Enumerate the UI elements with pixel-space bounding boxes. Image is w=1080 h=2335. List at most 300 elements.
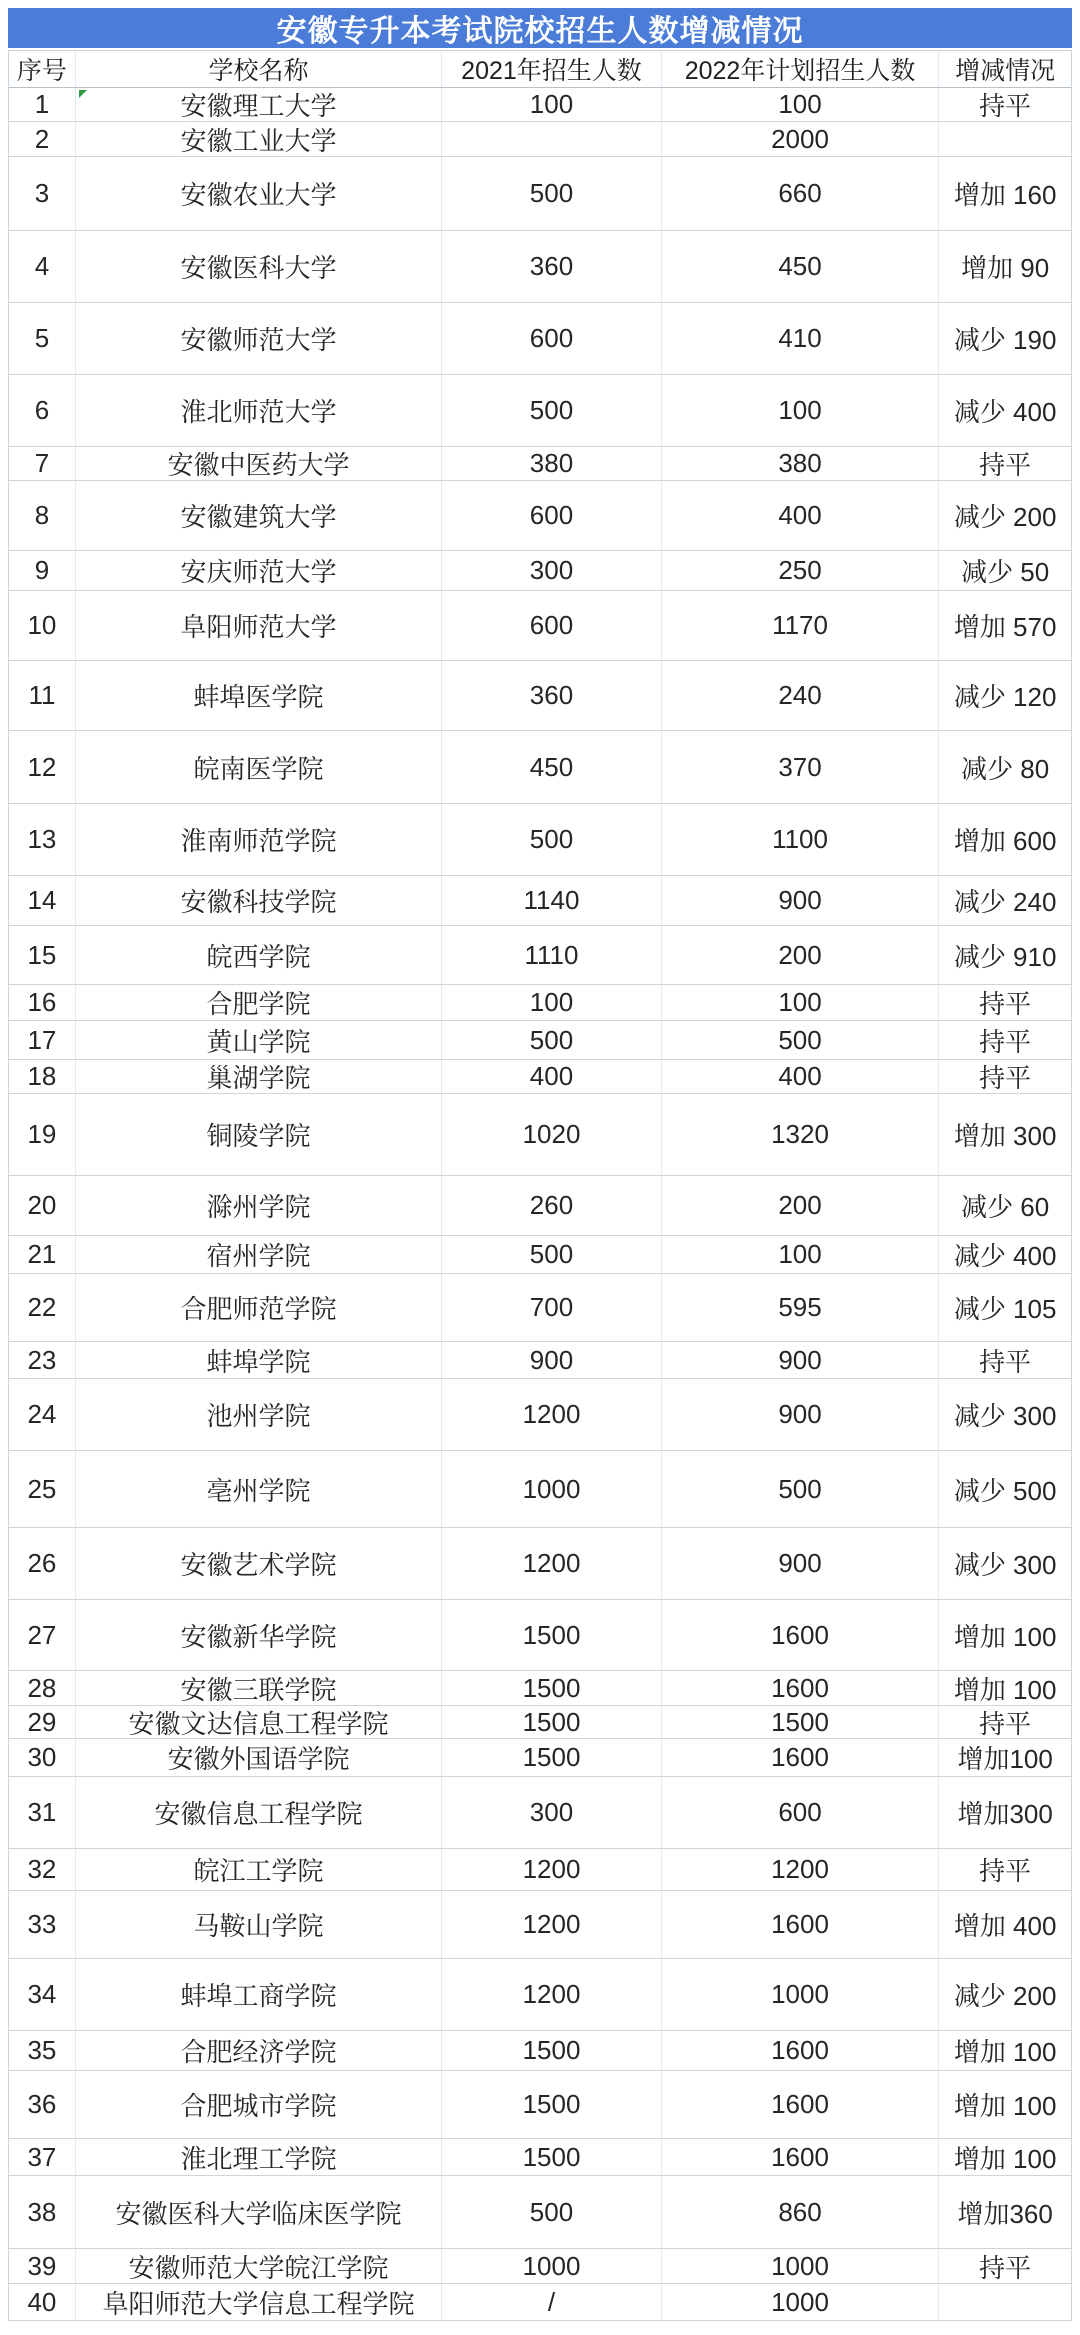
enrollment-2021-value: 600	[529, 610, 574, 640]
school-name: 安徽建筑大学	[180, 502, 337, 532]
row-index-cell	[9, 1600, 76, 1670]
column-header-index: 序号	[9, 51, 76, 87]
change-value: 减少 400	[953, 397, 1057, 427]
enrollment-2021-cell	[442, 1959, 662, 2030]
enrollment-2022-value: 1600	[771, 1742, 829, 1772]
enrollment-2021-cell	[442, 375, 662, 446]
change-cell	[939, 1021, 1071, 1059]
enrollment-2022-value: 450	[778, 251, 822, 281]
row-index-cell	[9, 1094, 76, 1175]
change-cell	[939, 447, 1071, 480]
row-index: 22	[27, 1292, 57, 1322]
school-name-cell	[76, 2031, 442, 2070]
enrollment-2022-value: 400	[778, 500, 822, 530]
row-index: 10	[27, 610, 57, 640]
enrollment-2022-cell	[662, 1379, 939, 1450]
enrollment-2021-value: 500	[529, 2196, 574, 2227]
school-name: 黄山学院	[206, 1026, 311, 1057]
enrollment-2021-value: 1500	[522, 1672, 581, 1703]
row-index: 24	[27, 1399, 57, 1429]
table-row	[9, 2284, 1071, 2321]
table-row	[9, 804, 1071, 876]
row-index: 18	[27, 1061, 57, 1091]
row-index: 23	[27, 1344, 57, 1375]
change-value: 增加 600	[953, 826, 1057, 856]
school-name-cell	[76, 1379, 442, 1450]
school-name-cell	[76, 1706, 442, 1738]
enrollment-2021-value: 400	[529, 1061, 574, 1091]
enrollment-2021-cell	[442, 1060, 662, 1093]
enrollment-2021-value: /	[547, 2286, 556, 2317]
school-name: 安徽艺术学院	[180, 1550, 337, 1580]
change-cell	[939, 1342, 1071, 1378]
table-row	[9, 1891, 1071, 1959]
enrollment-2022-value: 860	[778, 2196, 822, 2227]
school-name-cell	[76, 661, 442, 730]
school-name: 合肥经济学院	[180, 2037, 337, 2067]
change-value: 减少 80	[961, 753, 1050, 784]
enrollment-2022-cell	[662, 1236, 939, 1273]
enrollment-2022-cell	[662, 1777, 939, 1848]
table-row	[9, 481, 1071, 551]
enrollment-2021-value: 1200	[522, 1548, 581, 1578]
school-name: 滁州学院	[206, 1192, 311, 1222]
row-index-cell	[9, 985, 76, 1020]
change-cell	[939, 1891, 1071, 1958]
change-cell	[939, 88, 1071, 121]
school-name-cell	[76, 157, 442, 230]
change-cell	[939, 1739, 1071, 1776]
table-row	[9, 661, 1071, 731]
school-name-cell	[76, 1274, 442, 1341]
change-cell	[939, 985, 1071, 1020]
enrollment-2022-cell	[662, 985, 939, 1020]
table-body	[9, 88, 1071, 2321]
enrollment-2021-cell	[442, 2071, 662, 2138]
change-value: 增加 160	[953, 180, 1057, 210]
school-name-cell	[76, 2139, 442, 2175]
change-value: 增加100	[957, 1744, 1053, 1774]
enrollment-2022-value: 900	[778, 1548, 822, 1578]
enrollment-2021-cell	[442, 1021, 662, 1059]
enrollment-2022-cell	[662, 1021, 939, 1059]
row-index: 5	[34, 323, 50, 353]
row-index-cell	[9, 1021, 76, 1059]
change-value: 增加 100	[953, 1621, 1057, 1652]
enrollment-2022-value: 1100	[772, 824, 828, 854]
enrollment-2022-cell	[662, 1451, 939, 1527]
table-row	[9, 122, 1071, 157]
enrollment-2021-value: 380	[529, 448, 574, 478]
change-cell	[939, 2249, 1071, 2283]
enrollment-2022-value: 1600	[771, 1619, 829, 1650]
change-cell	[939, 2139, 1071, 2175]
row-index-cell	[9, 1274, 76, 1341]
row-index-cell	[9, 122, 76, 156]
change-value: 减少 300	[953, 1550, 1057, 1580]
change-cell	[939, 661, 1071, 730]
change-cell	[939, 2284, 1071, 2320]
row-index-cell	[9, 1236, 76, 1273]
enrollment-2021-cell	[442, 157, 662, 230]
enrollment-2021-value: 100	[529, 89, 574, 119]
school-name-cell	[76, 1739, 442, 1776]
school-name-cell	[76, 1959, 442, 2030]
change-value: 减少 240	[953, 887, 1057, 917]
change-cell	[939, 876, 1071, 925]
table-row	[9, 2071, 1071, 2139]
enrollment-2022-value: 1000	[771, 2286, 829, 2317]
school-name: 安庆师范大学	[180, 557, 337, 587]
school-name: 巢湖学院	[206, 1063, 311, 1093]
enrollment-2022-cell	[662, 1849, 939, 1890]
school-name-cell	[76, 375, 442, 446]
school-name: 阜阳师范大学	[180, 612, 337, 642]
row-index: 19	[27, 1119, 57, 1149]
row-index-cell	[9, 1891, 76, 1958]
enrollment-2022-cell	[662, 1274, 939, 1341]
enrollment-2022-value: 100	[778, 89, 822, 119]
enrollment-2022-value: 660	[778, 178, 822, 208]
school-name: 皖南医学院	[193, 753, 324, 784]
enrollment-2022-value: 500	[778, 1473, 822, 1504]
table-row	[9, 2249, 1071, 2284]
row-index-cell	[9, 804, 76, 875]
school-name-cell	[76, 481, 442, 550]
row-index-cell	[9, 2176, 76, 2248]
table-row	[9, 1274, 1071, 1342]
table-row	[9, 2139, 1071, 2176]
change-value: 增加 100	[953, 2037, 1057, 2067]
change-cell	[939, 1849, 1071, 1890]
school-name-cell	[76, 731, 442, 803]
school-name: 蚌埠工商学院	[180, 1981, 337, 2011]
enrollment-2022-value: 1600	[771, 1909, 829, 1939]
enrollment-2022-cell	[662, 2139, 939, 2175]
enrollment-2021-value: 450	[529, 751, 574, 782]
table-row	[9, 2031, 1071, 2071]
change-cell	[939, 1777, 1071, 1848]
enrollment-2021-cell	[442, 1528, 662, 1599]
row-index-cell	[9, 231, 76, 302]
enrollment-2021-cell	[442, 2249, 662, 2283]
row-index-cell	[9, 1060, 76, 1093]
row-index-cell	[9, 731, 76, 803]
change-value: 减少 50	[961, 557, 1050, 587]
enrollment-2022-value: 410	[778, 323, 822, 353]
enrollment-2022-value: 1600	[771, 2141, 829, 2172]
school-name: 安徽医科大学临床医学院	[115, 2198, 402, 2229]
enrollment-2021-cell	[442, 481, 662, 550]
change-cell	[939, 731, 1071, 803]
enrollment-2021-cell	[442, 926, 662, 984]
school-name-cell	[76, 1600, 442, 1670]
enrollment-2021-value: 900	[529, 1344, 574, 1375]
table-row	[9, 231, 1071, 303]
enrollment-2022-cell	[662, 1739, 939, 1776]
enrollment-2021-value: 600	[529, 323, 574, 353]
enrollment-2021-cell	[442, 1094, 662, 1175]
row-index-cell	[9, 481, 76, 550]
table-row	[9, 551, 1071, 591]
enrollment-2022-value: 1600	[771, 2035, 829, 2065]
enrollment-2022-value: 1500	[771, 1706, 829, 1737]
row-index-cell	[9, 1176, 76, 1235]
enrollment-2021-value: 1500	[522, 1619, 581, 1650]
enrollment-2022-value: 1200	[771, 1854, 829, 1884]
table-row	[9, 1959, 1071, 2031]
enrollment-2021-cell	[442, 2284, 662, 2320]
school-name: 池州学院	[206, 1401, 311, 1431]
enrollment-2022-value: 1320	[771, 1119, 829, 1149]
row-index: 29	[27, 1706, 57, 1737]
row-index: 36	[27, 2089, 57, 2119]
change-value: 增加 90	[961, 253, 1050, 283]
enrollment-2021-value: 1500	[522, 2035, 581, 2065]
change-cell	[939, 551, 1071, 590]
school-name: 安徽工业大学	[180, 125, 337, 156]
row-index: 4	[34, 251, 50, 281]
enrollment-2021-value: 1000	[522, 2250, 581, 2281]
enrollment-2022-cell	[662, 375, 939, 446]
school-name: 安徽外国语学院	[167, 1744, 350, 1774]
school-name-cell	[76, 1176, 442, 1235]
change-cell	[939, 591, 1071, 660]
enrollment-2021-value: 1500	[522, 1742, 581, 1772]
change-cell	[939, 1094, 1071, 1175]
school-name-cell	[76, 2284, 442, 2320]
row-index-cell	[9, 926, 76, 984]
enrollment-2022-value: 600	[778, 1797, 822, 1827]
change-cell	[939, 2176, 1071, 2248]
enrollment-2021-value: 100	[529, 987, 574, 1017]
enrollment-2021-cell	[442, 591, 662, 660]
school-name: 合肥学院	[206, 989, 311, 1019]
table-row	[9, 1176, 1071, 1236]
row-index: 38	[27, 2196, 57, 2227]
row-index-cell	[9, 1706, 76, 1738]
table-row	[9, 1706, 1071, 1739]
table-row	[9, 591, 1071, 661]
enrollment-2021-value: 360	[529, 680, 574, 710]
column-header-school-name: 学校名称	[76, 51, 442, 87]
change-value: 持平	[979, 1063, 1032, 1093]
change-cell	[939, 1176, 1071, 1235]
school-name: 安徽师范大学	[180, 325, 337, 355]
row-index: 16	[27, 987, 57, 1017]
change-value: 持平	[979, 2252, 1032, 2283]
school-name: 安徽信息工程学院	[154, 1799, 363, 1829]
school-name: 马鞍山学院	[193, 1911, 324, 1941]
enrollment-2021-value: 300	[529, 1797, 574, 1827]
enrollment-2021-cell	[442, 1236, 662, 1273]
enrollment-2021-value: 500	[529, 824, 574, 854]
enrollment-2021-cell	[442, 1342, 662, 1378]
row-index: 21	[27, 1239, 57, 1269]
enrollment-2022-value: 100	[778, 1239, 822, 1269]
enrollment-2022-cell	[662, 926, 939, 984]
table-row	[9, 1021, 1071, 1060]
enrollment-2022-cell	[662, 2249, 939, 2283]
school-name: 安徽师范大学皖江学院	[128, 2252, 389, 2283]
school-name-cell	[76, 2249, 442, 2283]
school-name: 合肥师范学院	[180, 1294, 337, 1324]
row-index: 37	[27, 2141, 57, 2172]
enrollment-2022-value: 1600	[771, 1672, 829, 1703]
enrollment-2022-cell	[662, 2071, 939, 2138]
school-name-cell	[76, 1021, 442, 1059]
table-row	[9, 1451, 1071, 1528]
enrollment-2021-cell	[442, 1777, 662, 1848]
enrollment-2022-cell	[662, 1094, 939, 1175]
enrollment-2022-cell	[662, 731, 939, 803]
enrollment-2021-cell	[442, 1176, 662, 1235]
change-value: 增加 570	[953, 612, 1057, 642]
row-index: 15	[27, 939, 57, 970]
change-value: 减少 500	[953, 1475, 1057, 1506]
row-index-cell	[9, 1342, 76, 1378]
row-index: 35	[27, 2035, 57, 2065]
change-cell	[939, 231, 1071, 302]
change-cell	[939, 375, 1071, 446]
table-header-row	[9, 50, 1071, 88]
enrollment-2021-value: 1020	[522, 1119, 581, 1149]
school-name-cell	[76, 1849, 442, 1890]
school-name: 淮北理工学院	[180, 2143, 337, 2174]
row-index-cell	[9, 375, 76, 446]
enrollment-2021-value: 1500	[522, 2141, 581, 2172]
enrollment-2021-cell	[442, 447, 662, 480]
enrollment-2022-value: 370	[778, 751, 822, 782]
change-value: 减少 200	[953, 502, 1057, 532]
school-name-cell	[76, 122, 442, 156]
school-name: 安徽农业大学	[180, 180, 337, 210]
enrollment-2021-cell	[442, 303, 662, 374]
enrollment-2022-cell	[662, 1176, 939, 1235]
enrollment-2022-cell	[662, 303, 939, 374]
change-cell	[939, 157, 1071, 230]
row-index: 3	[34, 178, 50, 208]
enrollment-2022-value: 240	[778, 680, 822, 710]
row-index: 8	[34, 500, 50, 530]
enrollment-2021-value: 360	[529, 251, 574, 281]
table-row	[9, 1777, 1071, 1849]
enrollment-2022-value: 1170	[772, 610, 828, 640]
change-cell	[939, 1451, 1071, 1527]
enrollment-2021-cell	[442, 2031, 662, 2070]
table-row	[9, 2176, 1071, 2249]
school-name-cell	[76, 551, 442, 590]
row-index: 39	[27, 2250, 57, 2281]
school-name-cell	[76, 926, 442, 984]
enrollment-2022-cell	[662, 804, 939, 875]
table-row	[9, 985, 1071, 1021]
table-row	[9, 876, 1071, 926]
school-name: 安徽新华学院	[180, 1621, 337, 1652]
enrollment-2021-value: 1140	[523, 885, 580, 915]
table-row	[9, 1849, 1071, 1891]
change-cell	[939, 2031, 1071, 2070]
change-value: 增加 300	[953, 1121, 1057, 1151]
enrollment-2021-cell	[442, 122, 662, 156]
row-index-cell	[9, 157, 76, 230]
table-row	[9, 375, 1071, 447]
table-row	[9, 1094, 1071, 1176]
enrollment-2022-value: 200	[778, 939, 822, 970]
row-index-cell	[9, 2284, 76, 2320]
school-name-cell	[76, 303, 442, 374]
school-name-cell	[76, 1060, 442, 1093]
enrollment-2021-cell	[442, 1379, 662, 1450]
enrollment-2022-cell	[662, 1060, 939, 1093]
change-value: 增加300	[957, 1799, 1053, 1829]
enrollment-2021-cell	[442, 804, 662, 875]
row-index-cell	[9, 591, 76, 660]
enrollment-2022-cell	[662, 157, 939, 230]
enrollment-2022-value: 200	[778, 1190, 822, 1220]
enrollment-2022-value: 250	[778, 555, 822, 585]
change-value: 减少 120	[953, 682, 1057, 712]
school-name-cell	[76, 447, 442, 480]
enrollment-2022-value: 2000	[771, 123, 829, 154]
school-name: 合肥城市学院	[180, 2091, 337, 2121]
enrollment-2022-value: 1000	[771, 2250, 829, 2281]
row-index: 31	[27, 1797, 57, 1827]
enrollment-2022-cell	[662, 591, 939, 660]
enrollment-2022-cell	[662, 2284, 939, 2320]
school-name: 蚌埠医学院	[193, 682, 324, 712]
enrollment-2022-value: 900	[778, 885, 822, 915]
enrollment-2022-value: 900	[778, 1399, 822, 1429]
row-index-cell	[9, 1528, 76, 1599]
school-name-cell	[76, 876, 442, 925]
enrollment-2022-value: 400	[778, 1061, 822, 1091]
enrollment-2022-cell	[662, 231, 939, 302]
row-index-cell	[9, 551, 76, 590]
change-cell	[939, 1274, 1071, 1341]
change-cell	[939, 122, 1071, 156]
enrollment-2022-cell	[662, 1959, 939, 2030]
enrollment-2021-cell	[442, 1600, 662, 1670]
school-name-cell	[76, 591, 442, 660]
enrollment-2022-cell	[662, 661, 939, 730]
school-name: 安徽医科大学	[180, 253, 337, 283]
enrollment-2021-value: 1200	[522, 1909, 581, 1939]
change-value: 持平	[979, 1856, 1032, 1886]
enrollment-2021-value: 500	[529, 1024, 574, 1055]
row-index: 27	[27, 1619, 57, 1650]
change-value: 持平	[979, 989, 1032, 1019]
enrollment-2021-cell	[442, 88, 662, 121]
change-value: 减少 60	[961, 1192, 1050, 1222]
school-name: 安徽文达信息工程学院	[128, 1708, 389, 1738]
enrollment-2021-value: 1200	[522, 1854, 581, 1884]
table-row	[9, 1379, 1071, 1451]
enrollment-2022-cell	[662, 1671, 939, 1705]
enrollment-2021-value: 260	[529, 1190, 574, 1220]
school-name-cell	[76, 985, 442, 1020]
table-row	[9, 1236, 1071, 1274]
row-index: 6	[34, 395, 50, 425]
column-header-2021-enrollment: 2021年招生人数	[442, 51, 662, 87]
change-value: 增加 400	[953, 1911, 1057, 1941]
column-header-2022-planned: 2022年计划招生人数	[662, 51, 939, 87]
row-index-cell	[9, 447, 76, 480]
enrollment-2021-value: 1110	[524, 939, 579, 970]
row-index: 11	[28, 680, 56, 710]
enrollment-2022-value: 500	[778, 1024, 822, 1055]
enrollment-2022-cell	[662, 481, 939, 550]
